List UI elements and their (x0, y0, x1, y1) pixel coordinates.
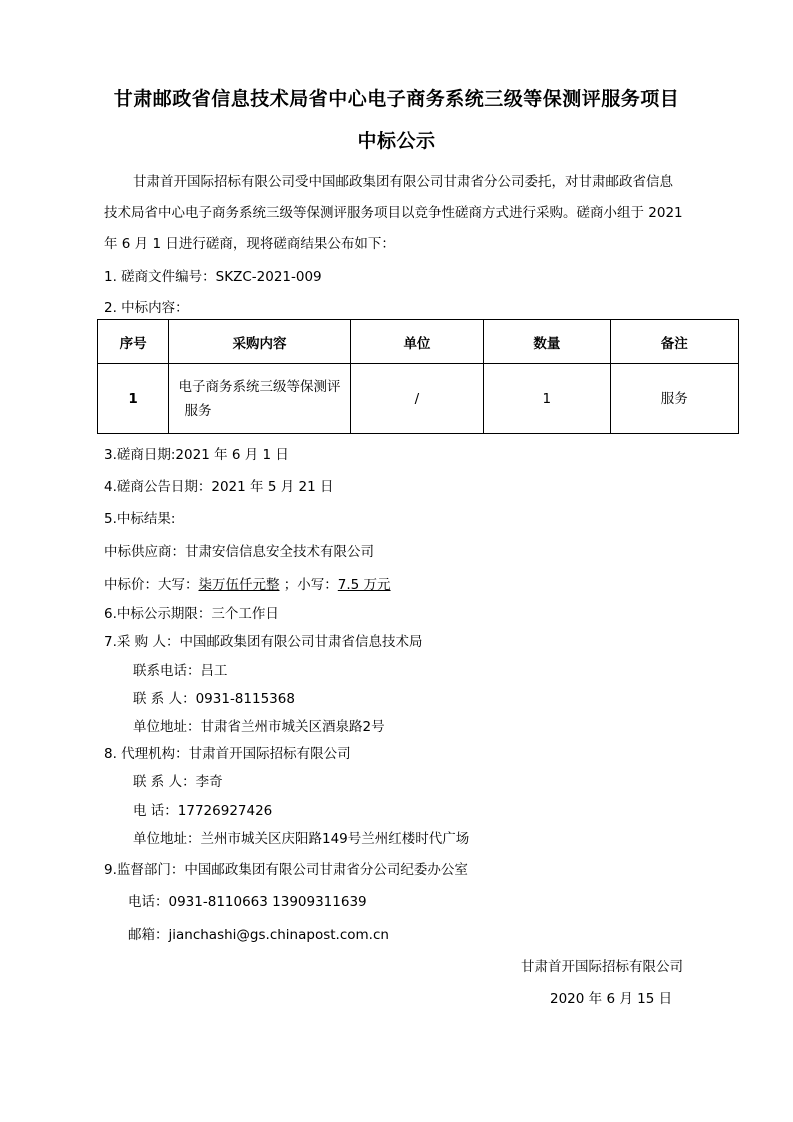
document-title: 甘肃邮政省信息技术局省中心电子商务系统三级等保测评服务项目 (113, 88, 680, 110)
signature-date: 2020 年 6 月 15 日 (550, 991, 673, 1007)
announcement-date: 4.磋商公告日期：2021 年 5 月 21 日 (104, 479, 334, 495)
bid-document-number: 1. 磋商文件编号：SKZC-2021-009 (104, 269, 322, 285)
bid-content-heading: 2. 中标内容： (104, 300, 189, 316)
purchaser-contact: 联 系 人：0931-8115368 (133, 691, 295, 707)
price-mid: ；小写： (279, 577, 338, 593)
agency-phone: 电 话：17726927426 (133, 803, 273, 819)
cell-qty: 1 (484, 364, 610, 434)
price-prefix: 中标价：大写： (104, 577, 199, 593)
price-upper: 柒万伍仟元整 (198, 577, 280, 593)
supervisor-phone: 电话：0931-8110663 13909311639 (128, 894, 367, 910)
header-no: 序号 (98, 320, 169, 364)
publicity-period: 6.中标公示期限：三个工作日 (104, 606, 279, 622)
intro-line-3: 年 6 月 1 日进行磋商，现将磋商结果公布如下： (104, 236, 395, 252)
header-qty: 数量 (484, 320, 610, 364)
intro-line-1: 甘肃首开国际招标有限公司受中国邮政集团有限公司甘肃省分公司委托，对甘肃邮政省信息 (133, 174, 673, 190)
header-unit: 单位 (350, 320, 483, 364)
purchaser-phone: 联系电话：吕工 (133, 663, 228, 679)
cell-content-line-1: 电子商务系统三级等保测评 (178, 378, 341, 395)
winning-price (104, 576, 391, 594)
agency: 8. 代理机构：甘肃首开国际招标有限公司 (104, 746, 351, 762)
purchaser-address: 单位地址：甘肃省兰州市城关区酒泉路2号 (133, 719, 385, 735)
negotiation-date: 3.磋商日期:2021 年 6 月 1 日 (104, 447, 289, 463)
agency-contact: 联 系 人：李奇 (133, 774, 223, 790)
cell-no: 1 (98, 364, 169, 434)
intro-line-2: 技术局省中心电子商务系统三级等保测评服务项目以竞争性磋商方式进行采购。磋商小组于 2021 (104, 205, 683, 221)
signature-company: 甘肃首开国际招标有限公司 (521, 959, 683, 975)
header-content: 采购内容 (169, 320, 351, 364)
price-lower: 7.5 万元 (337, 577, 391, 593)
supervisor: 9.监督部门：中国邮政集团有限公司甘肃省分公司纪委办公室 (104, 862, 468, 878)
bid-content-table (97, 319, 739, 434)
agency-address: 单位地址：兰州市城关区庆阳路149号兰州红楼时代广场 (133, 831, 470, 847)
table-header-row (98, 320, 739, 364)
result-heading: 5.中标结果: (104, 511, 176, 527)
cell-unit: / (350, 364, 483, 434)
cell-content-line-2: 服务 (184, 402, 212, 419)
winning-supplier: 中标供应商：甘肃安信信息安全技术有限公司 (104, 544, 374, 560)
header-remark: 备注 (610, 320, 738, 364)
purchaser: 7.采 购 人：中国邮政集团有限公司甘肃省信息技术局 (104, 634, 423, 650)
table-row (98, 364, 739, 434)
cell-content (169, 364, 351, 434)
supervisor-email: 邮箱：jianchashi@gs.chinapost.com.cn (128, 927, 389, 943)
document-subtitle: 中标公示 (357, 130, 436, 152)
cell-remark: 服务 (610, 364, 738, 434)
